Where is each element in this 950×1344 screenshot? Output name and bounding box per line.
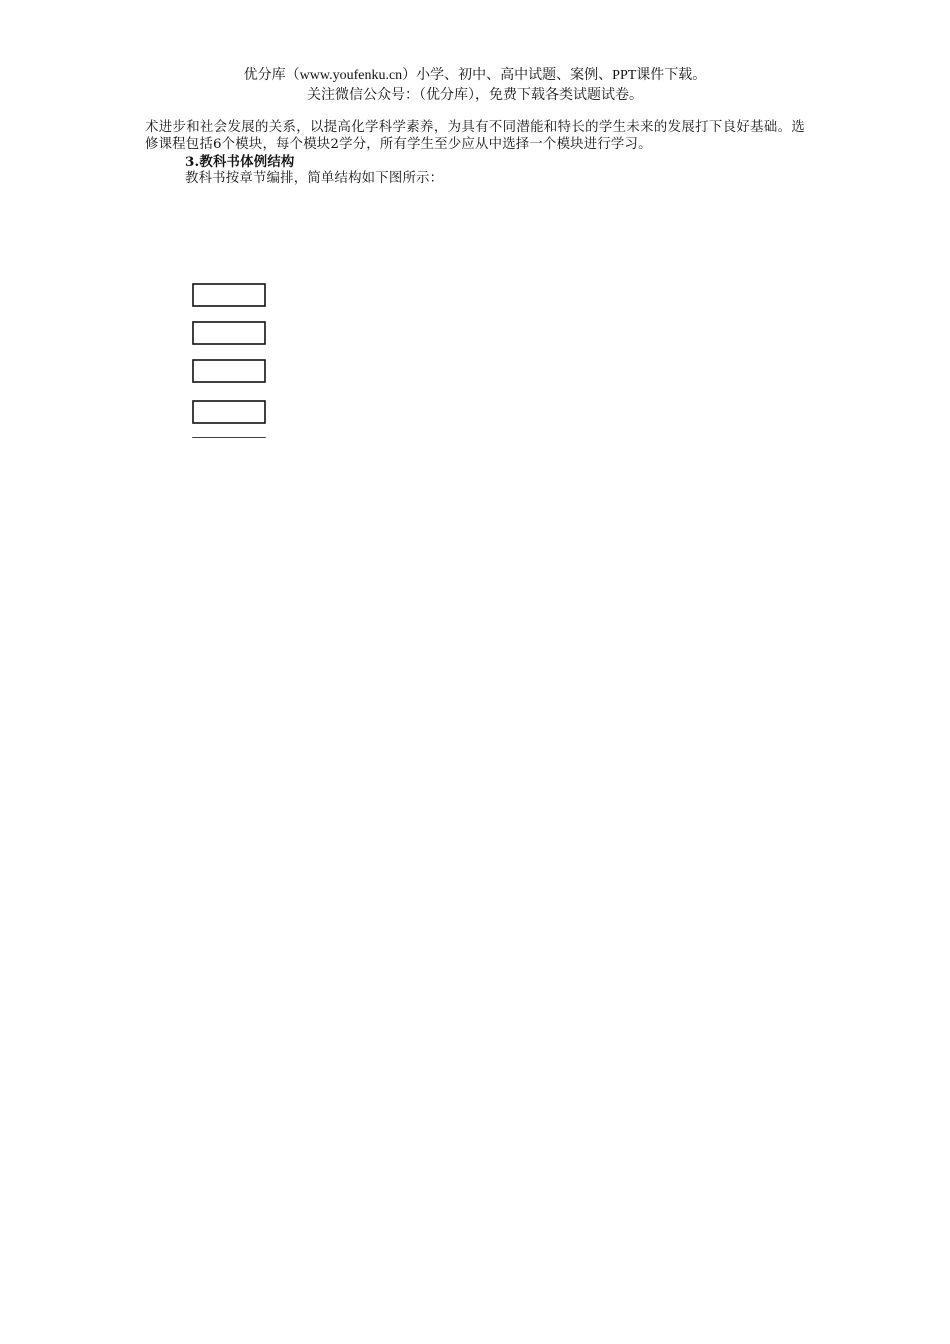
section-3-heading: 3.教科书体例结构 xyxy=(185,153,295,170)
header-line-1: 优分库（www.youfenku.cn）小学、初中、高中试题、案例、PPT课件下载。 xyxy=(243,68,707,83)
page-header xyxy=(0,66,950,106)
diagram-svg xyxy=(145,188,805,438)
section-3-text: 教科书按章节编排，简单结构如下图所示： xyxy=(185,170,444,186)
left-box-2 xyxy=(193,322,265,344)
left-box-4 xyxy=(193,401,265,423)
left-box-1 xyxy=(193,284,265,306)
document-body xyxy=(145,120,805,438)
left-box-3 xyxy=(193,360,265,382)
intro-paragraph: 术进步和社会发展的关系，以提高化学科学素养，为具有不同潜能和特长的学生未来的发展打下良好基础。选修课程包括6个模块，每个模块2学分，所有学生至少应从中选择一个模块进行学习。 xyxy=(145,120,805,152)
textbook-structure-diagram xyxy=(145,188,805,438)
header-line-2: 关注微信公众号：（优分库），免费下载各类试题试卷。 xyxy=(307,88,643,103)
